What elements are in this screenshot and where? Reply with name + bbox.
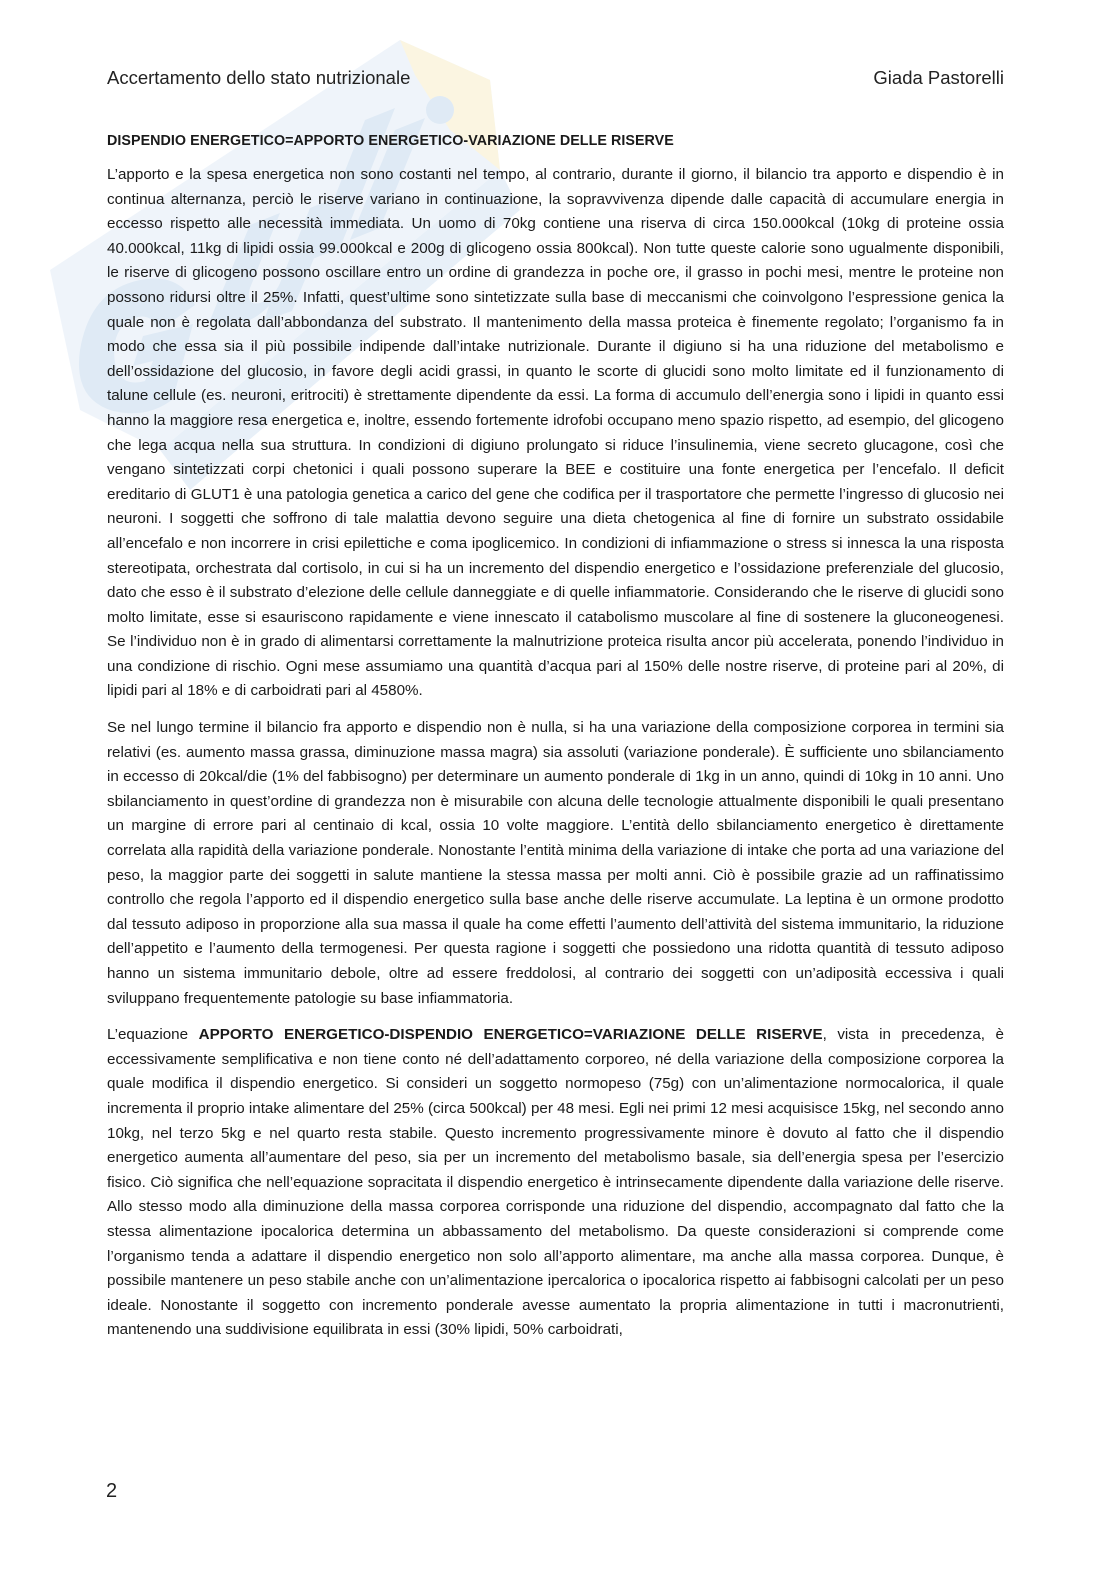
author-name: Giada Pastorelli <box>873 67 1004 88</box>
page-header <box>107 67 1004 89</box>
page-number: 2 <box>106 1480 118 1502</box>
paragraph-3-body: , vista in precedenza, è eccessivamente semplificativa e non tiene conto né dell’adattamento corporeo, né della variazione della composizione corporea la quale modifica il dispendio energetico. Si consideri un soggetto normopeso (75g) con un’alimentazione normocalorica, il quale incrementa il proprio intake alimentare del 25% (circa 500kcal) per 48 mesi. Egli nei primi 12 mesi acquisisce 15kg, nel secondo anno 10kg, nel terzo 5kg e nel quarto resta stabile. Questo incremento progressivamente minore è dovuto al fatto che il dispendio energetico aumenta all’aumentare del peso, sia per un incremento del metabolismo basale, sia dell’energia spesa per l’esercizio fisico. Ciò significa che nell’equazione sopracitata il dispendio energetico è intrinsecamente dipendente dalla variazione delle riserve. Allo stesso modo alla diminuzione della massa corporea corrisponde una riduzione del dispendio, accompagnato dal fatto che la stessa alimentazione ipocalorica determina un abbassamento del metabolismo. Da queste considerazioni si comprende come l’organismo tenda a adattare il dispendio energetico non solo all’apporto alimentare, ma anche alla massa corporea. Dunque, è possibile mantenere un peso stabile anche con un’alimentazione ipercalorica o ipocalorica rispetto ai fabbisogni calcolati per un peso ideale. Nonostante il soggetto con incremento ponderale avesse aumentato la propria alimentazione in tutti i macronutrienti, mantenendo una suddivisione equilibrata in essi (30% lipidi, 50% carboidrati, <box>107 1026 1004 1339</box>
document-title: Accertamento dello stato nutrizionale <box>107 67 411 88</box>
paragraph-3 <box>107 1023 1004 1343</box>
paragraph-1: L’apporto e la spesa energetica non sono costanti nel tempo, al contrario, durante il giorno, il bilancio tra apporto e dispendio è in continua alternanza, perciò le riserve variano in continuazione, la sopravvivenza dipende dalle capacità di accumulare energia in eccesso rispetto alle necessità immediata. Un uomo di 70kg contiene una riserva di circa 150.000kcal (10kg di proteine ossia 40.000kcal, 11kg di lipidi ossia 99.000kcal e 200g di glicogeno ossia 800kcal). Non tutte queste calorie sono ugualmente disponibili, le riserve di glicogeno possono oscillare entro un ordine di grandezza in poche ore, il grasso in pochi mesi, mentre le proteine non possono ridursi oltre il 25%. Infatti, quest’ultime sono sintetizzate sulla base di meccanismi che coinvolgono l’espressione genica la quale non è regolata dall’abbondanza del substrato. Il mantenimento della massa proteica è finemente regolato; l’organismo fa in modo che essa sia il più possibile indipende dall’intake nutrizionale. Durante il digiuno si ha una riduzione del metabolismo e dell’ossidazione del glucosio, in favore degli acidi grassi, in quanto le scorte di glucidi sono molto limitate ed il funzionamento di talune cellule (es. neuroni, eritrociti) è strettamente dipendente da essi. La forma di accumulo dell’energia sono i lipidi in quanto essi hanno la maggiore resa energetica e, inoltre, essendo fortemente idrofobi occupano meno spazio rispetto, ad esempio, del glicogeno che lega acqua nella sua struttura. In condizioni di digiuno prolungato si riduce l’insulinemia, viene secreto glucagone, così che vengano sintetizzati corpi chetonici i quali possono superare la BEE e costituire una fonte energetica per l’encefalo. Il deficit ereditario di GLUT1 è una patologia genetica a carico del gene che codifica per il trasportatore che permette l’ingresso di glucosio nei neuroni. I soggetti che soffrono di tale malattia devono seguire una dieta chetogenica al fine di fornire un substrato ossidabile all’encefalo e non incorrere in crisi epilettiche e coma ipoglicemico. In condizioni di infiammazione o stress si innesca la una risposta stereotipata, orchestrata dal cortisolo, in cui si ha un incremento del dispendio energetico e l’ossidazione preferenziale del glucosio, dato che esso è il substrato d’elezione delle cellule danneggiate e di quelle infiammatorie. Considerando che le riserve di glucidi sono molto limitate, esse si esauriscono rapidamente e viene innescato il catabolismo muscolare al fine di sostenere la gluconeogenesi. Se l’individuo non è in grado di alimentarsi correttamente la malnutrizione proteica risulta ancor più accelerata, ponendo l’individuo in una condizione di rischio. Ogni mese assumiamo una quantità d’acqua pari al 150% delle nostre riserve, di proteine pari al 20%, di lipidi pari al 18% e di carboidrati pari al 4580%. <box>107 166 1004 700</box>
document-body <box>107 133 1004 1355</box>
paragraph-3-intro: L’equazione <box>107 1026 199 1044</box>
equation-bold: APPORTO ENERGETICO-DISPENDIO ENERGETICO=VARIAZIONE DELLE RISERVE <box>198 1026 823 1044</box>
section-heading: DISPENDIO ENERGETICO=APPORTO ENERGETICO-VARIAZIONE DELLE RISERVE <box>107 133 674 149</box>
paragraph-2: Se nel lungo termine il bilancio fra apporto e dispendio non è nulla, si ha una variazione della composizione corporea in termini sia relativi (es. aumento massa grassa, diminuzione massa magra) sia assoluti (variazione ponderale). È sufficiente uno sbilanciamento in eccesso di 20kcal/die (1% del fabbisogno) per determinare un aumento ponderale di 1kg in un anno, quindi di 10kg in 10 anni. Uno sbilanciamento in quest’ordine di grandezza non è misurabile con alcuna delle tecnologie attualmente disponibili le quali presentano un margine di errore pari al centinaio di kcal, ossia 10 volte maggiore. L’entità dello sbilanciamento energetico è direttamente correlata alla rapidità della variazione ponderale. Nonostante l’entità minima della variazione di intake che porta ad una variazione del peso, la maggior parte dei soggetti in salute mantiene la stessa massa per molti anni. Ciò è possibile grazie ad un raffinatissimo controllo che regola l’apporto ed il dispendio energetico sulla base anche delle riserve accumulate. La leptina è un ormone prodotto dal tessuto adiposo in proporzione alla sua massa il quale ha come effetti l’aumento dell’attività del sistema immunitario, la riduzione dell’appetito e l’aumento della termogenesi. Per questa ragione i soggetti che possiedono una ridotta quantità di tessuto adiposo hanno un sistema immunitario debole, oltre ad essere freddolosi, al contrario dei soggetti con un’adiposità eccessiva i quali sviluppano frequentemente patologie su base infiammatoria. <box>107 719 1004 1007</box>
